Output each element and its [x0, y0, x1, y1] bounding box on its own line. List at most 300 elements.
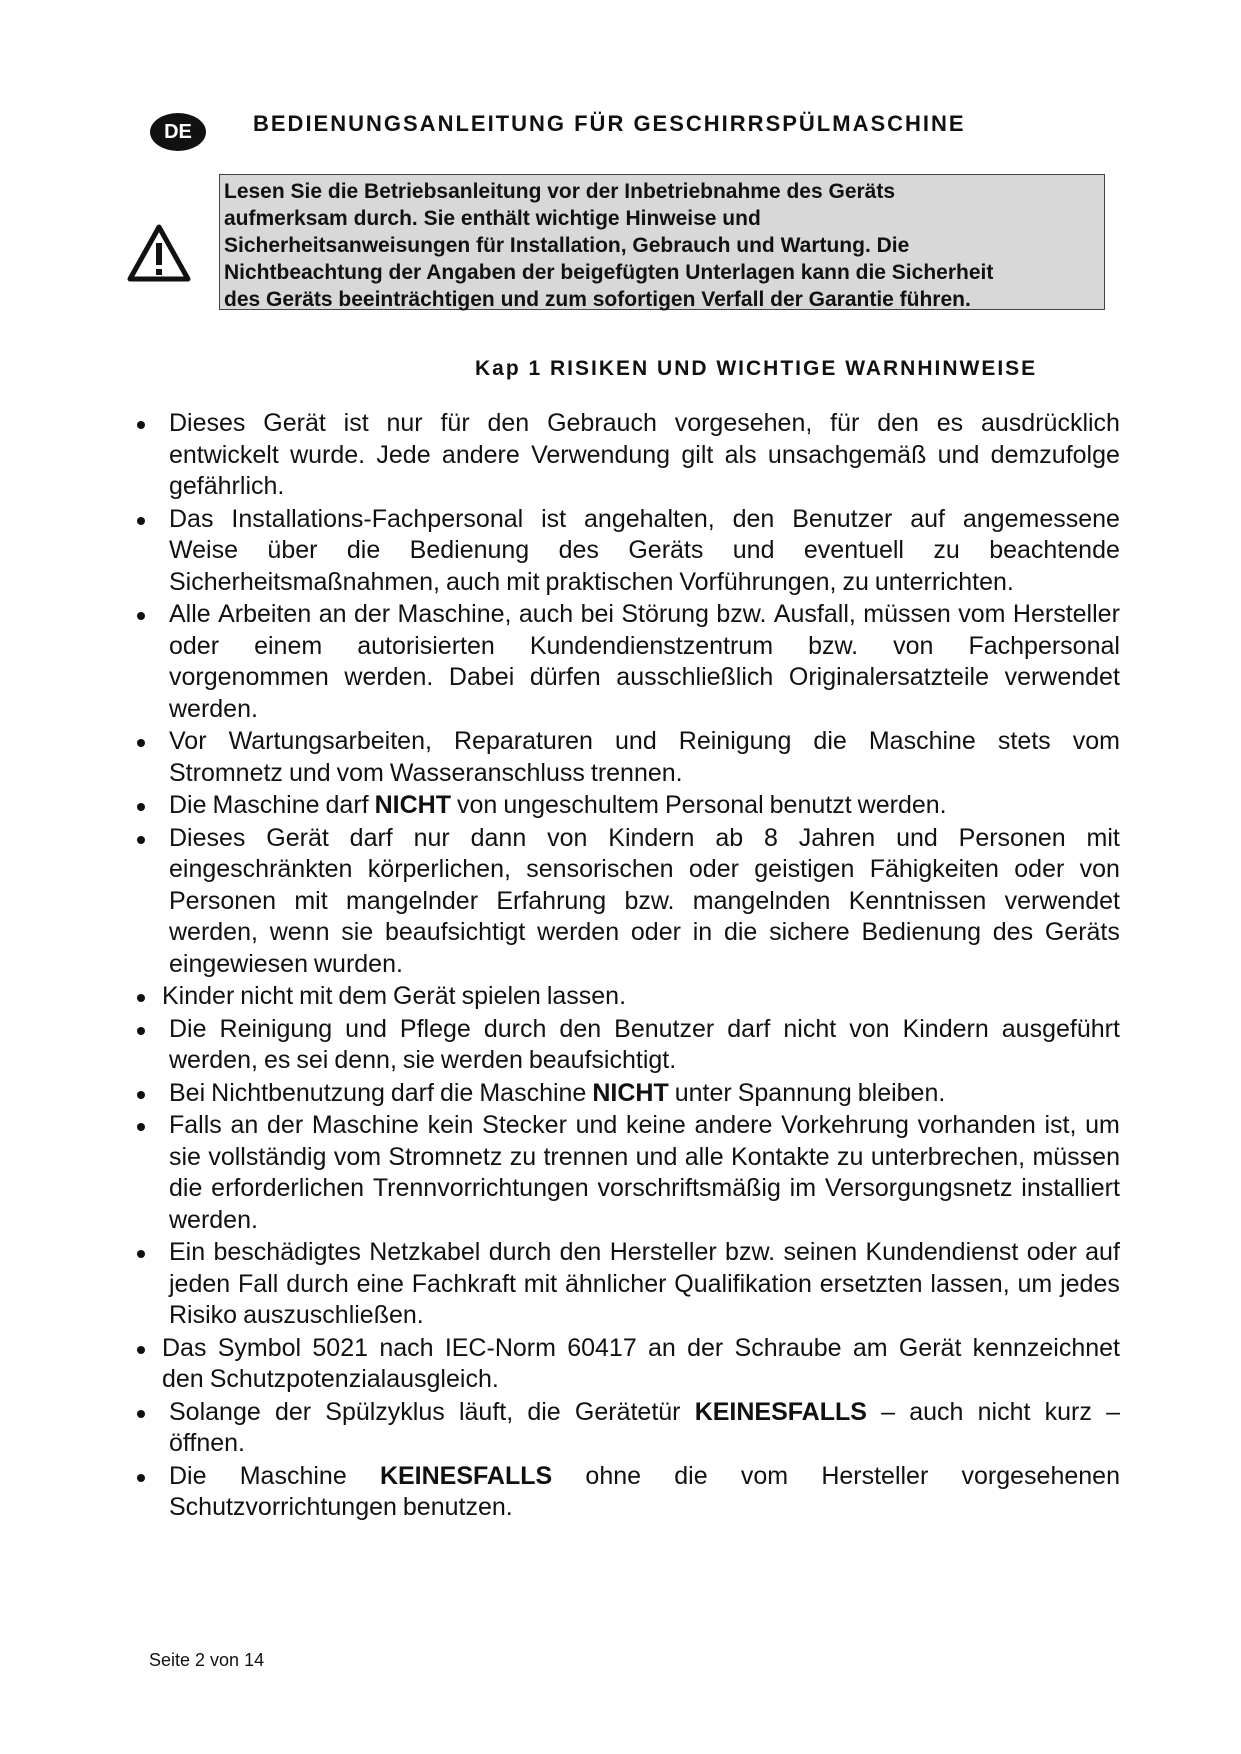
rule-word: als: [724, 440, 757, 469]
notice-line: Lesen Sie die Betriebsanleitung vor der Inbetriebnahme des Geräts: [224, 180, 896, 203]
rule-word: werden.: [169, 1205, 258, 1234]
rule-word: demzufolge: [990, 440, 1120, 469]
rule-word: die: [723, 918, 758, 946]
rule-word: Vor: [169, 727, 207, 755]
rule-word: beachtende: [989, 536, 1120, 564]
bullet-icon: [137, 517, 145, 525]
rule-word: vorschriftsmäßig: [597, 1174, 781, 1202]
rule-word: 60417: [567, 1333, 637, 1362]
list-item: [130, 823, 1120, 981]
rule-word: Arbeiten: [218, 600, 312, 628]
rule-word: der: [687, 1333, 724, 1362]
rule-word: wurden.: [314, 949, 403, 978]
rule-word: Qualifikation: [674, 1269, 812, 1298]
rule-word: Fähigkeiten: [869, 855, 999, 883]
rule-word: vorgesehen,: [674, 409, 813, 437]
rule-word: durch: [488, 1238, 552, 1266]
rule-word: Risiko: [169, 1301, 238, 1329]
rule-word: sie: [341, 918, 374, 946]
rule-word: Bei: [169, 1078, 206, 1107]
rule-word: Versorgungsnetz: [824, 1174, 1013, 1202]
rule-word: öffnen.: [169, 1429, 246, 1457]
rule-word: den: [559, 1238, 602, 1266]
notice-line: aufmerksam durch. Sie enthält wichtige Hinweise und: [224, 207, 761, 230]
rule-word: darf: [390, 1078, 434, 1107]
warning-triangle-icon: [126, 223, 192, 283]
emphasis-word: NICHT: [592, 1078, 669, 1107]
rule-word: Nichtbenutzung: [211, 1078, 385, 1107]
rule-word: mit: [1086, 823, 1120, 852]
rule-word: einem: [254, 631, 323, 660]
rule-word: an: [230, 1111, 259, 1139]
rule-word: mit: [523, 1269, 558, 1298]
rule-word: nur: [386, 409, 423, 437]
rule-word: bzw.: [716, 600, 767, 628]
rule-word: Geräts: [1044, 918, 1120, 946]
rule-word: und: [937, 440, 980, 469]
rule-word: Wasseranschluss: [389, 758, 585, 787]
rule-word: Kenntnissen: [848, 886, 987, 915]
rule-word: bzw.: [624, 886, 675, 915]
rule-word: den: [877, 409, 919, 437]
rule-word: mangelnden: [692, 886, 831, 915]
rule-word: den: [162, 1365, 204, 1393]
bullet-icon: [137, 1346, 145, 1354]
rule-word: vom: [740, 1461, 789, 1490]
rule-word: eine: [356, 1269, 404, 1298]
rule-word: um: [1085, 1111, 1120, 1139]
rule-word: erforderlichen: [211, 1174, 365, 1202]
rule-word: Vorkehrung: [781, 1111, 909, 1139]
bullet-icon: [137, 1027, 145, 1035]
rule-word: auszuschließen.: [243, 1301, 424, 1329]
rule-word: Das: [162, 1333, 207, 1362]
rule-word: Personen: [169, 886, 277, 915]
rule-word: bzw.: [725, 1238, 776, 1266]
rule-word: entwickelt: [169, 440, 279, 469]
rule-word: der: [267, 1111, 304, 1139]
rule-word: Symbol: [217, 1333, 302, 1362]
rule-word: Fachkraft: [411, 1269, 516, 1298]
rule-line: [169, 1397, 1120, 1429]
emphasis-word: KEINESFALLS: [379, 1461, 553, 1490]
rule-word: Ausfall,: [773, 600, 856, 628]
rule-word: Jahren: [798, 823, 876, 852]
rule-word: in: [692, 918, 713, 946]
rule-word: dürfen: [529, 663, 601, 691]
rule-word: Kinder: [162, 982, 235, 1010]
rule-word: benutzen.: [402, 1493, 513, 1521]
rule-word: vom: [336, 758, 384, 787]
rule-word: Dieses: [169, 823, 246, 852]
rule-text: [169, 408, 1120, 503]
rule-word: Erfahrung: [496, 886, 607, 915]
rule-word: alle: [684, 1142, 724, 1171]
rule-word: oder: [1026, 1238, 1077, 1266]
rule-word: kurz: [1044, 1397, 1092, 1426]
rule-word: zu: [842, 567, 869, 596]
rule-word: Geräts: [628, 536, 704, 564]
rule-word: Schraube: [734, 1333, 842, 1362]
rule-word: Fall: [238, 1269, 279, 1298]
rule-word: über: [267, 536, 318, 564]
rule-word: spielen: [461, 982, 541, 1010]
rule-word: bzw.: [808, 631, 859, 660]
bullet-icon: [137, 836, 145, 844]
rule-word: um: [1017, 1269, 1053, 1298]
rule-word: Verwendung: [531, 440, 671, 469]
rule-word: beschädigtes: [213, 1238, 361, 1266]
rule-word: Das: [169, 504, 214, 533]
rule-word: zu: [837, 1142, 864, 1171]
rule-word: von: [849, 1014, 890, 1043]
rule-word: Kundendienst: [865, 1238, 1019, 1266]
rule-word: es: [936, 409, 964, 437]
rule-word: andere: [441, 440, 520, 469]
rule-line: [169, 1461, 1120, 1493]
rule-word: darf: [325, 791, 369, 819]
rule-word: Trennvorrichtungen: [372, 1174, 589, 1202]
rule-word: von: [893, 631, 934, 660]
rule-word: Gerät: [898, 1333, 962, 1362]
bullet-icon: [137, 1474, 145, 1482]
rule-word: Benutzer: [614, 1014, 715, 1043]
rule-word: bei: [580, 600, 614, 628]
rule-line: [169, 599, 1120, 631]
rule-word: auf: [910, 504, 945, 533]
rule-word: die: [169, 1174, 203, 1202]
rule-word: durch: [286, 1269, 349, 1298]
rule-text: [169, 726, 1120, 789]
rule-word: Stecker: [482, 1111, 567, 1139]
rule-word: Gerät: [263, 409, 326, 437]
rule-text: [162, 1333, 1120, 1396]
rule-line: [169, 854, 1120, 886]
rule-word: Reinigung: [678, 727, 792, 755]
rule-word: Bedienung: [409, 536, 530, 564]
rule-word: sie: [402, 1046, 435, 1074]
rule-word: läuft,: [458, 1397, 514, 1426]
list-item: [130, 726, 1120, 789]
rule-word: Reparaturen: [453, 727, 593, 755]
list-item: [130, 504, 1120, 599]
rule-word: beaufsichtigt.: [528, 1046, 677, 1074]
rule-word: Gerät: [393, 982, 456, 1010]
rule-word: nicht: [977, 1397, 1031, 1426]
bullet-icon: [137, 421, 145, 429]
rule-word: Kindern: [608, 823, 695, 852]
rule-word: sei: [296, 1046, 329, 1074]
rule-word: unterrichten.: [874, 567, 1014, 596]
rule-word: Die: [169, 1461, 207, 1490]
rule-word: des: [558, 536, 599, 564]
rule-word: wurde.: [290, 440, 366, 469]
rule-word: werden.: [169, 694, 258, 723]
rule-word: auch: [909, 1397, 964, 1426]
rule-line: [162, 1333, 1120, 1365]
rule-line: [169, 662, 1120, 694]
rule-line: [169, 823, 1120, 855]
rule-word: Dieses: [169, 409, 246, 437]
rule-word: angemessene: [962, 504, 1120, 533]
rule-word: vom: [1072, 727, 1120, 755]
rule-word: oder: [630, 918, 681, 946]
rule-line: [169, 440, 1120, 472]
list-item: [130, 790, 1120, 822]
rule-text: [169, 599, 1120, 725]
rule-word: des: [992, 918, 1034, 946]
rule-text: [169, 504, 1120, 599]
rule-word: müssen: [863, 600, 951, 628]
rule-word: IEC-Norm: [444, 1333, 556, 1362]
rule-word: dann: [470, 823, 527, 852]
list-item: [130, 1461, 1120, 1524]
rule-word: wenn: [269, 918, 330, 946]
rule-word: den: [732, 504, 775, 533]
rule-word: Solange: [169, 1397, 261, 1426]
rule-word: werden,: [169, 1046, 258, 1074]
rule-word: praktischen: [545, 567, 674, 596]
rule-line: [169, 631, 1120, 663]
rule-word: autorisierten: [357, 631, 495, 660]
rule-word: sie: [169, 1142, 201, 1171]
rule-word: bleiben.: [857, 1078, 946, 1107]
rule-word: Stromnetz: [169, 758, 283, 787]
rule-line: [169, 1045, 1120, 1077]
rule-word: und: [575, 1111, 618, 1139]
rule-word: Jede: [376, 440, 431, 469]
rule-word: Maschine: [311, 1111, 419, 1139]
rule-word: mit: [294, 886, 328, 915]
emphasis-word: NICHT: [374, 791, 451, 819]
rule-word: eingeschränkten: [169, 855, 353, 883]
rule-word: und: [615, 727, 657, 755]
rule-word: den: [559, 1014, 602, 1043]
rule-word: trennen.: [590, 758, 683, 787]
rule-word: nicht: [783, 1014, 837, 1043]
rule-text: [169, 1461, 1120, 1524]
list-item: [130, 1014, 1120, 1077]
rule-word: ausgeführt: [1001, 1014, 1120, 1043]
rule-word: ist,: [1044, 1111, 1077, 1139]
notice-line: Nichtbeachtung der Angaben der beigefügten Unterlagen kann die Sicherheit: [224, 261, 994, 284]
rule-word: werden: [537, 918, 620, 946]
rule-line: [169, 535, 1120, 567]
rule-line: [169, 471, 1120, 503]
rule-word: müssen: [1032, 1142, 1120, 1171]
rule-word: zu: [933, 536, 960, 564]
rule-word: von: [547, 823, 588, 852]
rule-word: werden,: [169, 918, 258, 946]
rule-word: werden.: [857, 791, 947, 819]
rule-word: ist: [541, 504, 567, 533]
rule-word: unter: [674, 1078, 732, 1107]
rule-word: den: [487, 409, 530, 437]
rule-word: Sicherheitsmaßnahmen,: [169, 567, 440, 596]
bullet-icon: [137, 994, 145, 1002]
rule-word: der: [353, 600, 391, 628]
rule-word: Personal: [664, 791, 764, 819]
rule-word: auch: [518, 600, 574, 628]
rule-word: Gebrauch: [547, 409, 657, 437]
rule-word: ohne: [585, 1461, 642, 1490]
rule-word: installiert: [1021, 1174, 1120, 1202]
rule-word: und: [288, 758, 331, 787]
rule-text: [169, 1237, 1120, 1332]
rule-word: vom: [333, 1142, 382, 1171]
rule-word: ausdrücklich: [981, 409, 1120, 437]
rule-word: Dabei: [448, 663, 515, 691]
rule-line: [169, 1492, 1120, 1524]
rule-word: ähnlicher: [564, 1269, 667, 1298]
rule-word: ersetzten: [819, 1269, 923, 1298]
rule-word: verwendet: [1004, 886, 1120, 915]
rule-word: am: [852, 1333, 888, 1362]
rule-line: [169, 567, 1120, 599]
safety-rules-list: [130, 408, 1120, 1525]
rule-word: kein: [427, 1111, 474, 1139]
rule-word: unsachgemäß: [767, 440, 927, 469]
rule-word: –: [1106, 1397, 1120, 1426]
rule-word: Ein: [169, 1238, 206, 1266]
rule-word: vorgenommen: [169, 663, 329, 691]
rule-word: 8: [763, 823, 778, 852]
rule-line: [169, 886, 1120, 918]
rule-word: benutzt: [769, 791, 852, 819]
rule-word: Pflege: [399, 1014, 471, 1043]
rule-word: ist: [343, 409, 369, 437]
rule-line: [169, 1300, 1120, 1332]
list-item: [130, 981, 1120, 1013]
list-item: [130, 1397, 1120, 1460]
rule-line: [169, 694, 1120, 726]
rule-word: mangelnder: [345, 886, 479, 915]
safety-notice-box: [219, 174, 1105, 310]
rule-word: Hersteller: [1012, 600, 1120, 628]
rule-word: lassen.: [546, 982, 627, 1010]
list-item: [130, 1110, 1120, 1236]
rule-line: [169, 1205, 1120, 1237]
rule-word: gilt: [681, 440, 714, 469]
rule-word: für: [440, 409, 470, 437]
rule-word: 5021: [312, 1333, 369, 1362]
rule-word: im: [789, 1174, 817, 1202]
bullet-icon: [137, 1410, 145, 1418]
rule-word: werden: [440, 1046, 523, 1074]
rule-line: [169, 1428, 1120, 1460]
rule-word: keine: [626, 1111, 686, 1139]
document-title: BEDIENUNGSANLEITUNG FÜR GESCHIRRSPÜLMASCHINE: [253, 111, 966, 136]
notice-line: des Geräts beeinträchtigen und zum sofortigen Verfall der Garantie führen.: [224, 288, 971, 311]
rule-word: Maschine: [868, 727, 976, 755]
rule-word: die: [346, 536, 381, 564]
rule-word: jeden: [169, 1269, 231, 1298]
rule-line: [169, 408, 1120, 440]
rule-word: oder: [688, 855, 739, 883]
rule-word: und: [635, 1142, 678, 1171]
rule-text: [169, 1110, 1120, 1236]
rule-word: Wartungsarbeiten,: [228, 727, 432, 755]
bullet-icon: [137, 612, 145, 620]
rule-word: Maschine: [212, 791, 320, 819]
rule-word: für: [830, 409, 860, 437]
rule-line: [169, 758, 1120, 790]
rule-word: Kundendienstzentrum: [529, 631, 774, 660]
rule-word: Gerätetür: [574, 1397, 681, 1426]
rule-word: ab: [715, 823, 744, 852]
rule-word: –: [881, 1397, 896, 1426]
rule-word: darf: [727, 1014, 771, 1043]
rule-word: Die: [169, 791, 207, 819]
rule-word: durch: [483, 1014, 547, 1043]
rule-word: Die: [169, 1014, 207, 1043]
list-item: [130, 1237, 1120, 1332]
bullet-icon: [137, 1091, 145, 1099]
rule-word: oder: [1014, 855, 1065, 883]
rule-word: die: [813, 727, 847, 755]
rule-word: auch: [445, 567, 501, 596]
rule-word: seinen: [783, 1238, 858, 1266]
notice-line: Sicherheitsanweisungen für Installation, Gebrauch und Wartung. Die: [224, 234, 910, 257]
emphasis-word: KEINESFALLS: [694, 1397, 867, 1426]
rule-word: vollständig: [208, 1142, 327, 1171]
rule-line: [162, 1364, 1120, 1396]
rule-word: auf: [1085, 1238, 1120, 1266]
rule-word: Gerät: [266, 823, 329, 852]
rule-word: nur: [413, 823, 450, 852]
rule-word: körperlichen,: [367, 855, 511, 883]
language-badge: DE: [150, 113, 206, 151]
rule-word: andere: [694, 1111, 773, 1139]
rule-word: Maschine: [479, 1078, 587, 1107]
rule-word: an: [648, 1333, 676, 1362]
rule-word: eingewiesen: [169, 949, 308, 978]
rule-word: zu: [509, 1142, 537, 1171]
rule-word: eventuell: [803, 536, 904, 564]
rule-line: [169, 917, 1120, 949]
bullet-icon: [137, 1250, 145, 1258]
rule-word: vom: [958, 600, 1006, 628]
rule-line: [169, 726, 1120, 758]
rule-word: und: [732, 536, 775, 564]
rule-word: es: [263, 1046, 291, 1074]
rule-word: mit: [506, 567, 540, 596]
rule-line: [169, 1173, 1120, 1205]
rule-word: Benutzer: [792, 504, 893, 533]
rule-word: von: [1079, 855, 1120, 883]
rule-word: Kindern: [902, 1014, 989, 1043]
chapter-heading: Kap 1 RISIKEN UND WICHTIGE WARNHINWEISE: [475, 357, 1038, 380]
rule-word: sichere: [769, 918, 850, 946]
list-item: [130, 599, 1120, 725]
rule-text: [169, 790, 1120, 822]
rule-word: sensorischen: [526, 855, 674, 883]
rule-word: darf: [349, 823, 393, 852]
rule-word: Weise: [169, 536, 239, 564]
rule-word: kennzeichnet: [972, 1333, 1120, 1362]
rule-word: mit: [299, 982, 333, 1010]
rule-word: Originalersatzteile: [788, 663, 989, 691]
list-item: [130, 408, 1120, 503]
rule-word: Störung: [621, 600, 709, 628]
rule-word: trennen: [543, 1142, 629, 1171]
rule-word: Spannung: [737, 1078, 852, 1107]
rule-word: stets: [997, 727, 1051, 755]
bullet-icon: [137, 803, 145, 811]
rule-line: [162, 981, 1120, 1013]
rule-word: geistigen: [754, 855, 855, 883]
rule-word: Fachpersonal: [968, 631, 1120, 660]
